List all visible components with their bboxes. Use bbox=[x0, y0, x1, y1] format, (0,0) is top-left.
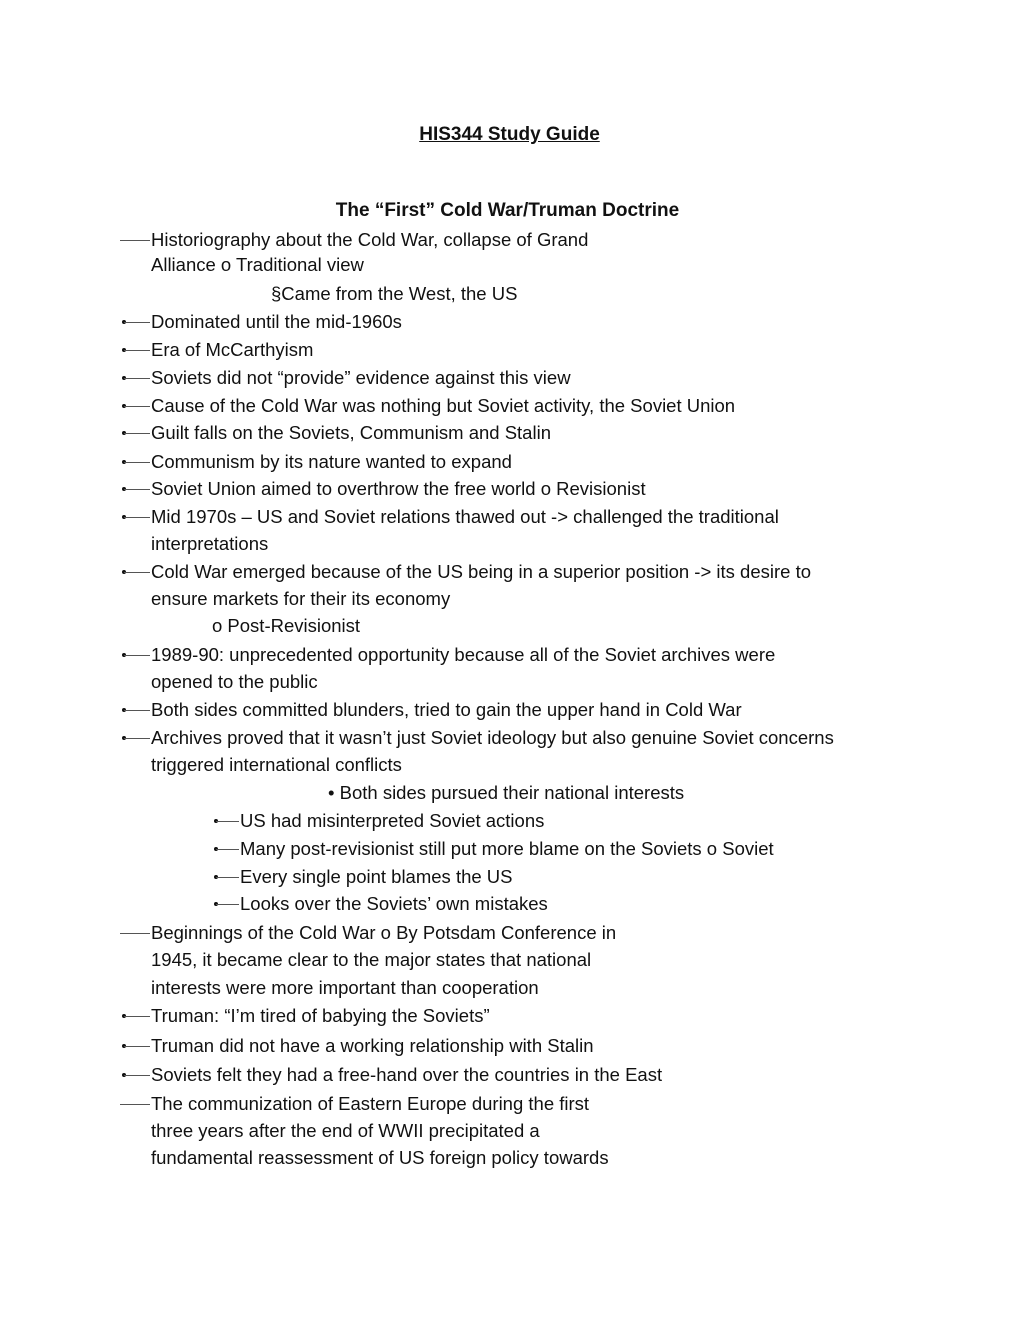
note-line: Soviet Union aimed to overthrow the free world o Revisionist bbox=[151, 478, 646, 499]
bullet-marker bbox=[119, 727, 151, 749]
bullet-marker bbox=[119, 395, 151, 417]
note-line: o Post-Revisionist bbox=[212, 615, 361, 636]
document-title: HIS344 Study Guide bbox=[419, 124, 600, 145]
dash-rule bbox=[216, 821, 239, 822]
note-line: Every single point blames the US bbox=[240, 866, 513, 887]
dash-rule bbox=[124, 406, 150, 407]
dash-rule bbox=[124, 517, 150, 518]
note-line: 1945, it became clear to the major states that national bbox=[151, 949, 592, 970]
dash-rule bbox=[124, 433, 150, 434]
note-line: Cause of the Cold War was nothing but Soviet activity, the Soviet Union bbox=[151, 395, 736, 416]
dash-marker bbox=[119, 922, 151, 944]
dash-rule bbox=[124, 489, 150, 490]
bullet-marker bbox=[211, 866, 240, 888]
note-line: Soviets did not “provide” evidence against this view bbox=[151, 367, 571, 388]
dash-rule bbox=[124, 738, 150, 739]
note-line: three years after the end of WWII precipitated a bbox=[151, 1120, 540, 1141]
dash-rule bbox=[124, 1046, 150, 1047]
dash-rule bbox=[216, 904, 239, 905]
note-line: Communism by its nature wanted to expand bbox=[151, 451, 512, 472]
note-line: The communization of Eastern Europe during the first bbox=[151, 1093, 590, 1114]
bullet-marker bbox=[119, 699, 151, 721]
dash-rule bbox=[124, 350, 150, 351]
note-line: Alliance o Traditional view bbox=[151, 254, 364, 275]
note-line: interests were more important than cooperation bbox=[151, 977, 539, 998]
note-line: fundamental reassessment of US foreign policy towards bbox=[151, 1147, 609, 1168]
dash-rule bbox=[124, 655, 150, 656]
note-line: Era of McCarthyism bbox=[151, 339, 314, 360]
bullet-marker bbox=[119, 422, 151, 444]
bullet-marker bbox=[119, 1005, 151, 1027]
dash-rule bbox=[124, 1075, 150, 1076]
bullet-marker bbox=[211, 893, 240, 915]
dash-rule bbox=[120, 933, 150, 934]
note-line: US had misinterpreted Soviet actions bbox=[240, 810, 545, 831]
bullet-marker bbox=[119, 1035, 151, 1057]
bullet-marker bbox=[119, 1064, 151, 1086]
note-line: ensure markets for their its economy bbox=[151, 588, 451, 609]
note-line: Truman did not have a working relationship with Stalin bbox=[151, 1035, 594, 1056]
note-line: triggered international conflicts bbox=[151, 754, 402, 775]
note-line: Cold War emerged because of the US being in a superior position -> its desire to bbox=[151, 561, 812, 582]
bullet-marker bbox=[119, 478, 151, 500]
note-line: Looks over the Soviets’ own mistakes bbox=[240, 893, 548, 914]
dash-marker bbox=[119, 1093, 151, 1115]
dash-rule bbox=[124, 572, 150, 573]
note-line: Archives proved that it wasn’t just Soviet ideology but also genuine Soviet concerns bbox=[151, 727, 834, 748]
note-line: Dominated until the mid-1960s bbox=[151, 311, 402, 332]
note-line: Guilt falls on the Soviets, Communism and Stalin bbox=[151, 422, 551, 443]
dash-rule bbox=[124, 710, 150, 711]
note-line: Both sides committed blunders, tried to gain the upper hand in Cold War bbox=[151, 699, 742, 720]
bullet-marker bbox=[211, 838, 240, 860]
note-line: Truman: “I’m tired of babying the Soviets” bbox=[151, 1005, 490, 1026]
note-line: interpretations bbox=[151, 533, 269, 554]
bullet-marker bbox=[211, 810, 240, 832]
note-line: Historiography about the Cold War, collapse of Grand bbox=[151, 229, 589, 250]
dash-marker bbox=[119, 229, 151, 251]
note-line: Soviets felt they had a free-hand over the countries in the East bbox=[151, 1064, 663, 1085]
dash-rule bbox=[120, 240, 150, 241]
bullet-marker bbox=[119, 339, 151, 361]
dash-rule bbox=[124, 1016, 150, 1017]
bullet-marker bbox=[119, 644, 151, 666]
bullet-marker bbox=[119, 506, 151, 528]
note-line: Beginnings of the Cold War o By Potsdam Conference in bbox=[151, 922, 617, 943]
bullet-marker bbox=[119, 561, 151, 583]
bullet-marker bbox=[119, 311, 151, 333]
bullet-marker bbox=[119, 367, 151, 389]
dash-rule bbox=[124, 322, 150, 323]
note-line: Many post-revisionist still put more blame on the Soviets o Soviet bbox=[240, 838, 774, 859]
dash-rule bbox=[124, 462, 150, 463]
dash-rule bbox=[216, 877, 239, 878]
note-line: 1989-90: unprecedented opportunity because all of the Soviet archives were bbox=[151, 644, 776, 665]
note-line: Mid 1970s – US and Soviet relations thawed out -> challenged the traditional bbox=[151, 506, 779, 527]
section-heading: The “First” Cold War/Truman Doctrine bbox=[335, 200, 680, 221]
dash-rule bbox=[124, 378, 150, 379]
note-line: §Came from the West, the US bbox=[271, 283, 518, 304]
dash-rule bbox=[216, 849, 239, 850]
bullet-marker bbox=[119, 451, 151, 473]
note-line: • Both sides pursued their national interests bbox=[328, 782, 685, 803]
note-line: opened to the public bbox=[151, 671, 318, 692]
dash-rule bbox=[120, 1104, 150, 1105]
